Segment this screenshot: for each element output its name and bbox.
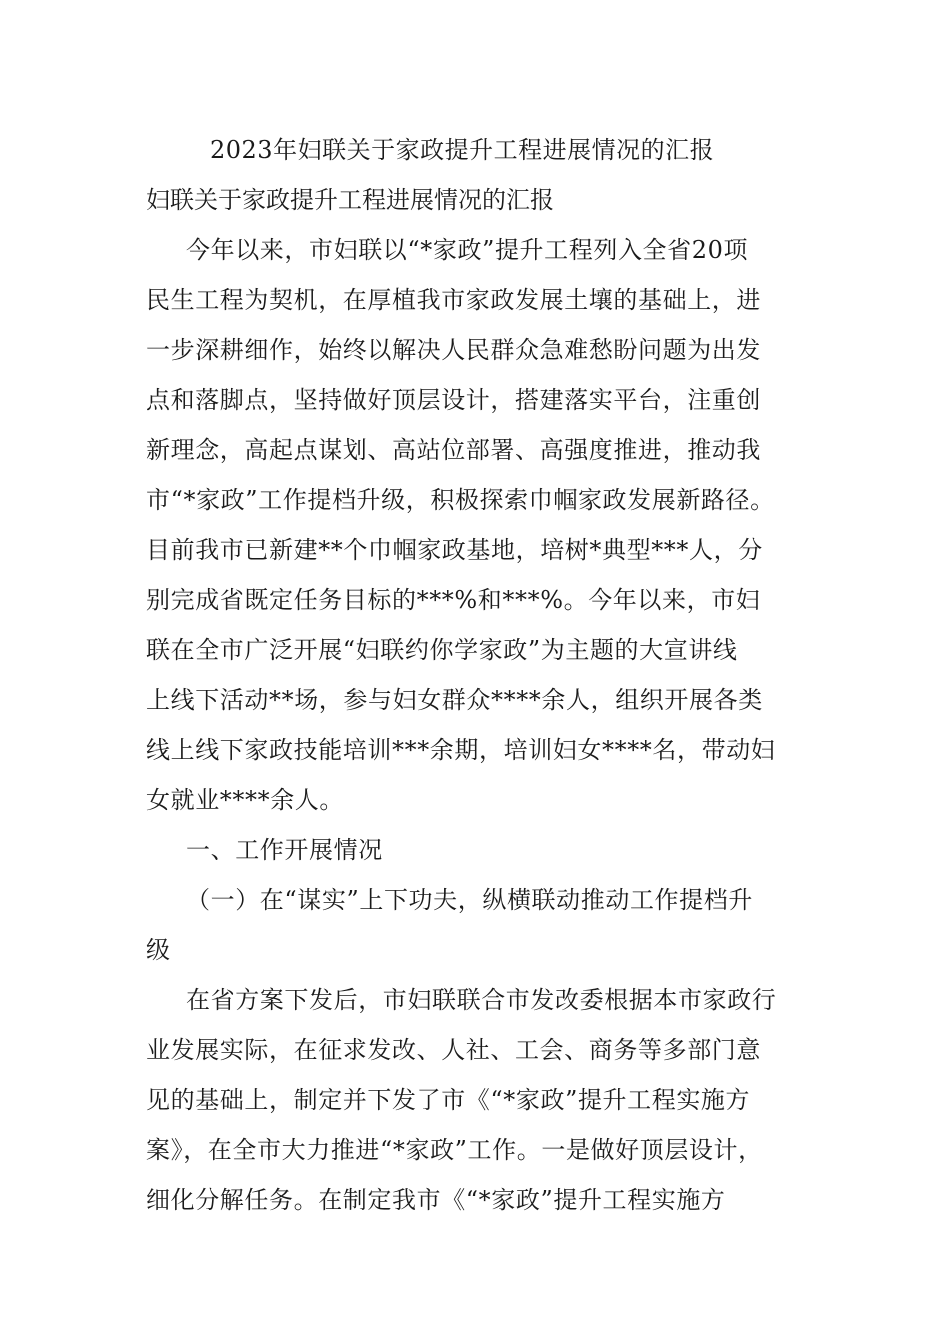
paragraph-line: 今年以来，市妇联以“*家政”提升工程列入全省20项 (186, 236, 749, 264)
paragraph-line: 一步深耕细作，始终以解决人民群众急难愁盼问题为出发 (146, 336, 761, 364)
paragraph-line: 目前我市已新建**个巾帼家政基地，培树*典型***人，分 (146, 536, 763, 564)
paragraph-line: 联在全市广泛开展“妇联约你学家政”为主题的大宣讲线 (146, 636, 738, 664)
paragraph-line: 新理念，高起点谋划、高站位部署、高强度推进，推动我 (146, 436, 761, 464)
paragraph-line: 在省方案下发后，市妇联联合市发改委根据本市家政行 (186, 986, 777, 1014)
paragraph-line: 见的基础上，制定并下发了市《“*家政”提升工程实施方 (146, 1086, 751, 1114)
paragraph-line: 细化分解任务。在制定我市《“*家政”提升工程实施方 (146, 1186, 726, 1214)
paragraph-line: 市“*家政”工作提档升级，积极探索巾帼家政发展新路径。 (146, 486, 775, 514)
paragraph-line: 上线下活动**场，参与妇女群众****余人，组织开展各类 (146, 686, 763, 714)
paragraph-line: 女就业****余人。 (146, 786, 344, 814)
paragraph-line: 别完成省既定任务目标的***%和***%。今年以来，市妇 (146, 586, 761, 614)
paragraph-line: 业发展实际，在征求发改、人社、工会、商务等多部门意 (146, 1036, 761, 1064)
paragraph-line: 线上线下家政技能培训***余期，培训妇女****名，带动妇 (146, 736, 776, 764)
paragraph-line: 案》，在全市大力推进“*家政”工作。一是做好顶层设计， (146, 1136, 763, 1164)
section-heading: 一、工作开展情况 (186, 836, 383, 864)
paragraph-line: 民生工程为契机，在厚植我市家政发展土壤的基础上，进 (146, 286, 761, 314)
subsection-heading: （一）在“谋实”上下功夫，纵横联动推动工作提档升 (186, 886, 753, 914)
paragraph-line: 点和落脚点，坚持做好顶层设计，搭建落实平台，注重创 (146, 386, 761, 414)
document-title: 2023年妇联关于家政提升工程进展情况的汇报 (210, 136, 715, 164)
document-subtitle: 妇联关于家政提升工程进展情况的汇报 (146, 186, 554, 214)
subsection-heading-continued: 级 (146, 936, 171, 964)
